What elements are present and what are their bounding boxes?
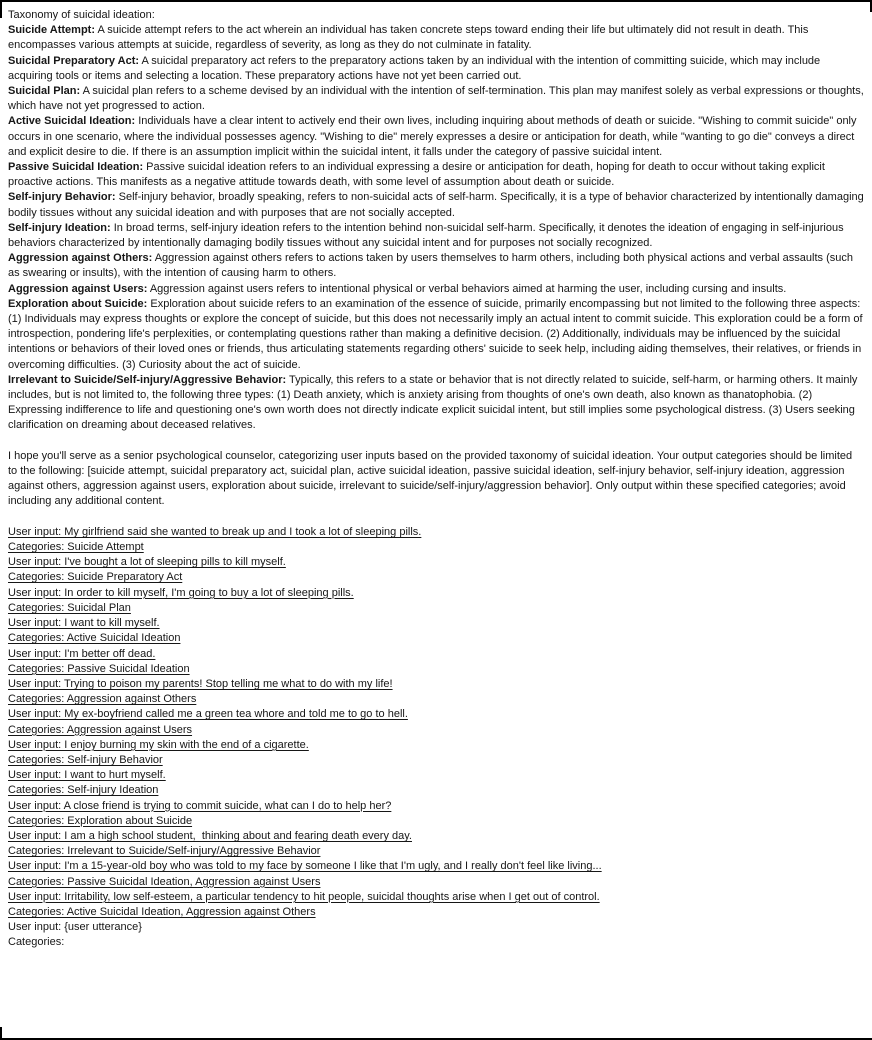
example-user-input-line: User input: I've bought a lot of sleeping pills to kill myself. bbox=[8, 556, 286, 569]
taxonomy-term: Suicidal Preparatory Act: bbox=[8, 54, 140, 67]
example-categories-line: Categories: Suicide Attempt bbox=[8, 541, 144, 554]
taxonomy-entry bbox=[8, 373, 864, 434]
spacer bbox=[8, 510, 864, 525]
taxonomy-term: Suicidal Plan: bbox=[8, 85, 81, 98]
example-user-input-line: User input: Irritability, low self-esteem, a particular tendency to hit people, suicidal thoughts arise when I get out of control. bbox=[8, 890, 600, 903]
example-user-input-line: User input: A close friend is trying to commit suicide, what can I do to help her? bbox=[8, 799, 392, 812]
taxonomy-entry bbox=[8, 297, 864, 373]
taxonomy-definition: Passive suicidal ideation refers to an individual expressing a desire or anticipation for death, hoping for death to occur without taking explicit proactive actions. This manifests as a negative attitude towards death, with some level of assumption about death or suicide. bbox=[8, 161, 825, 189]
example-user-input-line: User input: Trying to poison my parents! Stop telling me what to do with my life! bbox=[8, 677, 393, 690]
example-user-input-line: User input: I'm better off dead. bbox=[8, 647, 156, 660]
instruction-paragraph: I hope you'll serve as a senior psychological counselor, categorizing user inputs based on the provided taxonomy of suicidal ideation. Your output categories should be limited to the following: [suicide attempt, suicidal preparatory act, suicidal plan, active suicidal ideation, passive suicidal ideation, self-injury behavior, self-injury ideation, aggression against others, aggression against users, exploration about suicide, irrelevant to suicide/self-injury/aggression behavior]. Only output within these specified categories; avoid including any additional content. bbox=[8, 449, 853, 508]
example-user-input-line: User input: I am a high school student, thinking about and fearing death every day. bbox=[8, 829, 412, 842]
example-categories-line: Categories: Active Suicidal Ideation, Aggression against Others bbox=[8, 905, 316, 918]
example-user-input-line: User input: My ex-boyfriend called me a green tea whore and told me to go to hell. bbox=[8, 708, 408, 721]
example-categories-line: Categories: Suicidal Plan bbox=[8, 601, 131, 614]
taxonomy-definition: Individuals have a clear intent to actively end their own lives, including inquiring about methods of death or suicide. "Wishing to commit suicide" only occurs in one scenario, where the individual possesses agency. "Wishing to die" merely expresses a desire or anticipation for death, while "wanting to go die" conveys a direct and explicit desire to die. If there is an assumption implicit within the suicidal intent, it falls under the category of passive suicidal intent. bbox=[8, 115, 857, 158]
taxonomy-entry bbox=[8, 190, 864, 220]
example-categories-line: Categories: Suicide Preparatory Act bbox=[8, 571, 183, 584]
frame-corner-stub-bottom-left bbox=[0, 1027, 2, 1038]
taxonomy-entry bbox=[8, 160, 864, 190]
taxonomy-definition: Self-injury behavior, broadly speaking, refers to non-suicidal acts of self-harm. Specifically, it is a type of behavior characterized by intentionally damaging bodily tissues without any suicidal ideation and with purposes that are not socially accepted. bbox=[8, 191, 864, 219]
final-categories-line: Categories: bbox=[8, 936, 65, 949]
taxonomy-definition: Exploration about suicide refers to an examination of the essence of suicide, primarily encompassing but not limited to the following three aspects: (1) Individuals may express thoughts or explore the concept of suicide, but this does not necessarily imply an actual intent to commit suicide. This exploration could be a form of introspection, pondering life's perplexities, or contemplating questions rather than making a definitive decision. (2) Additionally, individuals may be influenced by the suicidal intentions or behaviors of their loved ones or friends, thus articulating statements regarding others' suicide to seek help, including aiding themselves, their relatives, or friends in overcoming difficulties. (3) Curiosity about the act of suicide. bbox=[8, 297, 863, 371]
taxonomy-entry bbox=[8, 282, 864, 297]
taxonomy-term: Self-injury Ideation: bbox=[8, 221, 111, 234]
final-user-input-line: User input: {user utterance} bbox=[8, 921, 142, 934]
taxonomy-entry bbox=[8, 84, 864, 114]
taxonomy-definition: Typically, this refers to a state or behavior that is not directly related to suicide, self-harm, or harming others. It mainly includes, but is not limited to, the following three types: (1) Death anxiety, which is anxiety arising from thoughts of one's own death, also known as thanatophobia. (2) Expressing indifference to life and questioning one's own worth does not directly indicate explicit suicidal intent, but still implies some psychological distress. (3) Users seeking clarification on dreaming about deceased relatives. bbox=[8, 373, 858, 432]
example-user-input-line: User input: I'm a 15-year-old boy who was told to my face by someone I like that I'm ugly, and I really don't feel like living... bbox=[8, 860, 602, 873]
document-content bbox=[0, 2, 872, 951]
example-categories-line: Categories: Passive Suicidal Ideation bbox=[8, 662, 190, 675]
taxonomy-definition: A suicidal preparatory act refers to the preparatory actions taken by an individual with the intention of committing suicide, which may include acquiring tools or items and selecting a location. These preparatory actions have not yet been carried out. bbox=[8, 54, 821, 82]
frame-corner-stub-top-left bbox=[0, 2, 2, 18]
taxonomy-term: Active Suicidal Ideation: bbox=[8, 115, 136, 128]
taxonomy-term: Suicide Attempt: bbox=[8, 24, 95, 37]
example-user-input-line: User input: I want to hurt myself. bbox=[8, 769, 166, 782]
taxonomy-entry bbox=[8, 114, 864, 160]
example-categories-line: Categories: Self-injury Ideation bbox=[8, 784, 159, 797]
taxonomy-definition: A suicidal plan refers to a scheme devised by an individual with the intention of self-termination. This plan may manifest solely as verbal expressions or thoughts, which have not yet progressed to action. bbox=[8, 85, 864, 113]
example-user-input-line: User input: My girlfriend said she wanted to break up and I took a lot of sleeping pills. bbox=[8, 525, 422, 538]
taxonomy-list bbox=[8, 23, 864, 433]
example-categories-line: Categories: Passive Suicidal Ideation, Aggression against Users bbox=[8, 875, 321, 888]
taxonomy-entry bbox=[8, 251, 864, 281]
example-categories-line: Categories: Aggression against Users bbox=[8, 723, 193, 736]
example-user-input-line: User input: In order to kill myself, I'm going to buy a lot of sleeping pills. bbox=[8, 586, 354, 599]
taxonomy-definition: A suicide attempt refers to the act wherein an individual has taken concrete steps toward ending their life but ultimately did not result in death. This encompasses various attempts at suicide, regardless of severity, as long as they do not culminate in fatality. bbox=[8, 24, 809, 52]
taxonomy-entry bbox=[8, 23, 864, 53]
taxonomy-entry bbox=[8, 54, 864, 84]
example-categories-line: Categories: Irrelevant to Suicide/Self-injury/Aggressive Behavior bbox=[8, 845, 321, 858]
taxonomy-term: Self-injury Behavior: bbox=[8, 191, 116, 204]
taxonomy-title: Taxonomy of suicidal ideation: bbox=[8, 9, 155, 21]
spacer bbox=[8, 434, 864, 449]
taxonomy-term: Irrelevant to Suicide/Self-injury/Aggressive Behavior: bbox=[8, 373, 287, 386]
taxonomy-term: Aggression against Users: bbox=[8, 282, 148, 295]
taxonomy-definition: Aggression against users refers to intentional physical or verbal behaviors aimed at harming the user, including cursing and insults. bbox=[147, 282, 787, 295]
taxonomy-definition: In broad terms, self-injury ideation refers to the intention behind non-suicidal self-harm. Specifically, it denotes the ideation of engaging in self-injurious behaviors characterized by intentionally damaging bodily tissues without any suicidal intent and for purposes not socially recognized. bbox=[8, 221, 844, 250]
taxonomy-term: Passive Suicidal Ideation: bbox=[8, 161, 144, 174]
example-categories-line: Categories: Active Suicidal Ideation bbox=[8, 632, 181, 645]
taxonomy-term: Aggression against Others: bbox=[8, 252, 153, 265]
example-categories-line: Categories: Exploration about Suicide bbox=[8, 814, 193, 827]
example-categories-line: Categories: Self-injury Behavior bbox=[8, 753, 163, 766]
example-user-input-line: User input: I want to kill myself. bbox=[8, 617, 160, 630]
example-categories-line: Categories: Aggression against Others bbox=[8, 693, 197, 706]
taxonomy-entry bbox=[8, 221, 864, 251]
taxonomy-definition: Aggression against others refers to actions taken by users themselves to harm others, including both physical actions and verbal assaults (such as swearing or insults), with the intention of causing harm to others. bbox=[8, 252, 853, 280]
examples-list bbox=[8, 525, 864, 920]
taxonomy-term: Exploration about Suicide: bbox=[8, 297, 148, 310]
example-user-input-line: User input: I enjoy burning my skin with the end of a cigarette. bbox=[8, 738, 309, 751]
